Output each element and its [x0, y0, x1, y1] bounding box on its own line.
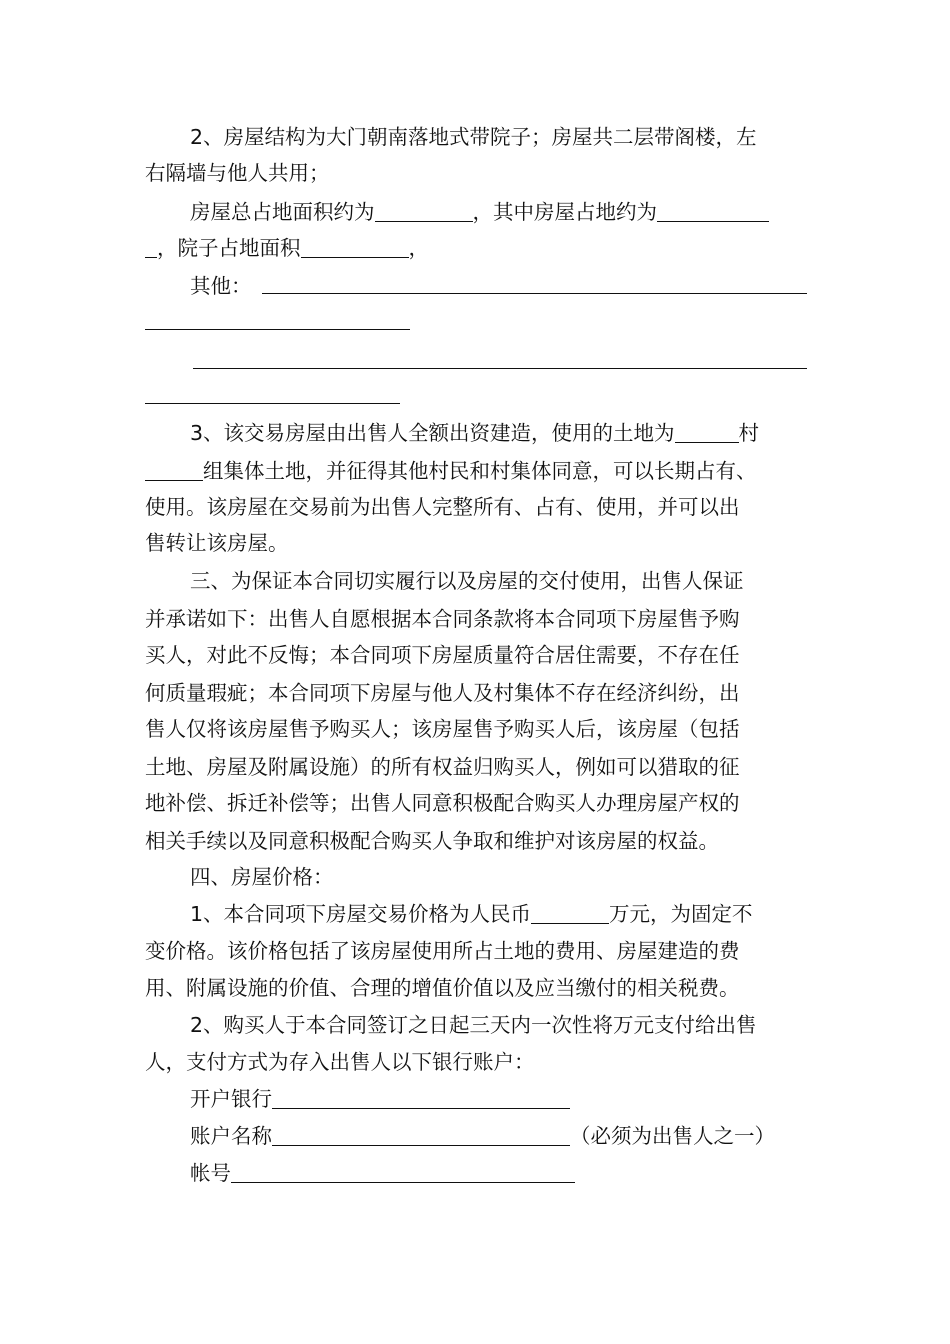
area-line-1	[190, 194, 769, 230]
payment-line-1: 2、购买人于本合同签订之日起三天内一次性将万元支付给出售	[190, 1013, 757, 1037]
para-3-line-4: 售转让该房屋。	[145, 531, 289, 555]
bank-row	[190, 1081, 570, 1117]
section-3-line-7: 地补偿、拆迁补偿等；出售人同意积极配合购买人办理房屋产权的	[145, 791, 740, 815]
price-line-3: 用、附属设施的价值、合理的增值价值以及应当缴付的相关税费。	[145, 976, 740, 1000]
account-name-row	[190, 1118, 775, 1154]
area-yard-label: ，院子占地面积	[157, 236, 301, 260]
price-suffix: 万元，为固定不	[609, 902, 753, 926]
price-line-1	[190, 896, 753, 932]
para-3-text-2: 组集体土地，并征得其他村民和村集体同意，可以长期占有、	[203, 459, 757, 483]
para-3-line-1	[190, 415, 759, 451]
other-blank-4[interactable]	[145, 403, 400, 404]
other-blank-1[interactable]	[262, 293, 807, 294]
area-line-2	[145, 230, 429, 266]
other-line	[190, 268, 252, 304]
area-tail: ，	[408, 236, 429, 260]
village-blank[interactable]	[675, 418, 739, 443]
price-text: 1、本合同项下房屋交易价格为人民币	[190, 902, 532, 926]
area-house-label: ，其中房屋占地约为	[472, 200, 657, 224]
section-3-line-4: 何质量瑕疵；本合同项下房屋与他人及村集体不存在经济纠纷，出	[145, 681, 740, 705]
para-3-text: 3、该交易房屋由出售人全额出资建造，使用的土地为	[190, 421, 675, 445]
account-number-label: 帐号	[190, 1161, 231, 1185]
section-3-line-8: 相关手续以及同意积极配合购买人争取和维护对该房屋的权益。	[145, 829, 719, 853]
yard-area-blank[interactable]	[301, 233, 409, 258]
price-line-2: 变价格。该价格包括了该房屋使用所占土地的费用、房屋建造的费	[145, 939, 740, 963]
account-number-blank[interactable]	[231, 1158, 575, 1183]
section-3-line-3: 买人，对此不反悔；本合同项下房屋质量符合居住需要，不存在任	[145, 643, 740, 667]
para-2-line-2: 右隔墙与他人共用；	[145, 161, 330, 185]
bank-label: 开户银行	[190, 1087, 272, 1111]
house-area-blank-cont[interactable]	[145, 233, 157, 258]
total-area-blank[interactable]	[375, 197, 473, 222]
other-blank-3[interactable]	[193, 368, 807, 369]
account-number-row	[190, 1155, 575, 1191]
other-label: 其他：	[190, 274, 252, 298]
section-3-line-1: 三、为保证本合同切实履行以及房屋的交付使用，出售人保证	[190, 569, 744, 593]
para-3-line-3: 使用。该房屋在交易前为出售人完整所有、占有、使用，并可以出	[145, 495, 740, 519]
para-2-line-1: 2、房屋结构为大门朝南落地式带院子；房屋共二层带阁楼，左	[190, 125, 757, 149]
area-total-label: 房屋总占地面积约为	[190, 200, 375, 224]
payment-line-2: 人，支付方式为存入出售人以下银行账户：	[145, 1050, 535, 1074]
account-name-blank[interactable]	[272, 1121, 570, 1146]
account-name-label: 账户名称	[190, 1124, 272, 1148]
group-blank[interactable]	[145, 456, 203, 481]
para-3-line-2	[145, 453, 757, 489]
section-3-line-2: 并承诺如下：出售人自愿根据本合同条款将本合同项下房屋售予购	[145, 607, 740, 631]
other-blank-2[interactable]	[145, 329, 410, 330]
bank-blank[interactable]	[272, 1084, 570, 1109]
account-name-note: （必须为出售人之一）	[570, 1124, 775, 1148]
section-3-line-5: 售人仅将该房屋售予购买人；该房屋售予购买人后，该房屋（包括	[145, 717, 740, 741]
village-suffix: 村	[738, 421, 760, 445]
house-area-blank[interactable]	[657, 197, 769, 222]
price-blank[interactable]	[531, 899, 609, 924]
section-4-heading: 四、房屋价格：	[190, 865, 334, 889]
section-3-line-6: 土地、房屋及附属设施）的所有权益归购买人，例如可以猎取的征	[145, 755, 740, 779]
